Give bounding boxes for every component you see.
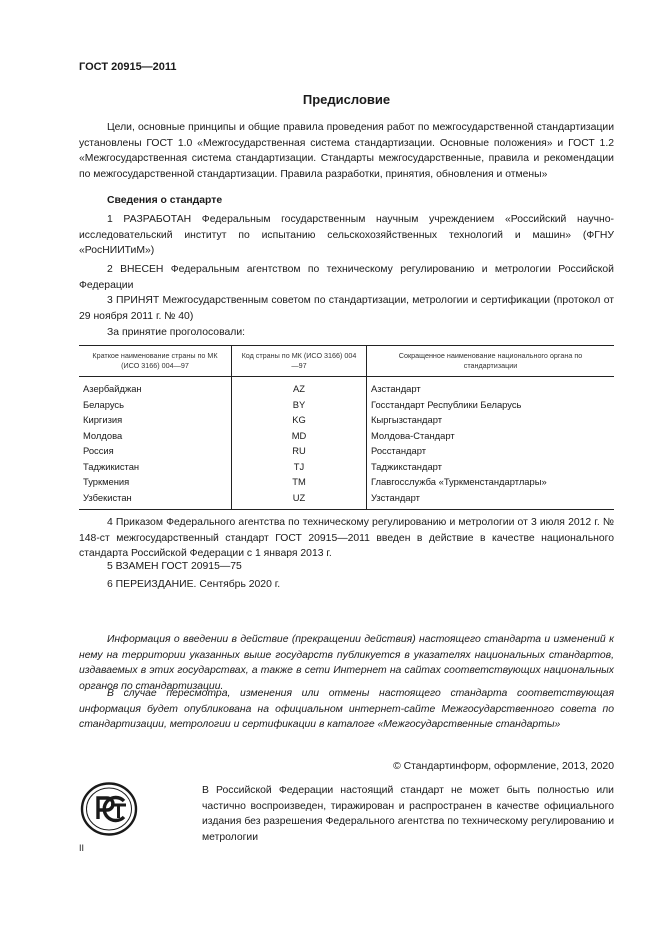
country-code: AZ	[232, 377, 367, 397]
table-row	[79, 443, 614, 459]
country-name: Россия	[83, 445, 114, 457]
item-introduced: 2 ВНЕСЕН Федеральным агентством по техническому регулированию и метрологии Российской Федерации	[79, 264, 614, 291]
country-code: TM	[232, 474, 367, 490]
country-code: TJ	[232, 459, 367, 475]
country-code: KG	[232, 412, 367, 428]
agency-name: Молдова-Стандарт	[367, 428, 615, 444]
country-name: Туркмения	[83, 476, 130, 488]
item-reissue: 6 ПЕРЕИЗДАНИЕ. Сентябрь 2020 г.	[107, 579, 281, 590]
copyright-line: © Стандартинформ, оформление, 2013, 2020	[393, 761, 614, 772]
table-row	[79, 397, 614, 413]
page-title: Предисловие	[302, 92, 391, 107]
agency-name: Госстандарт Республики Беларусь	[367, 397, 615, 413]
info-note: Информация о введении в действие (прекращении действия) настоящего стандарта и изменений к нему на территории указанных выше государств публикуется в указателях национальных стандартов, издаваемых в этих государствах, а также в сети Интернет на сайтах соответствующих национальных органов по стандартизации.	[79, 634, 614, 692]
table-row	[79, 474, 614, 490]
table-row	[79, 428, 614, 444]
agency-name: Таджикстандарт	[367, 459, 615, 475]
country-code: MD	[232, 428, 367, 444]
rst-mark-icon	[80, 781, 138, 837]
country-code: BY	[232, 397, 367, 413]
table-header-agency: Сокращенное наименование национального органа по стандартизации	[367, 346, 615, 377]
table-header-code: Код страны по МК (ИСО 3166) 004—97	[232, 346, 367, 377]
item-adopted: 3 ПРИНЯТ Межгосударственным советом по стандартизации, метрологии и сертификации (протокол от 29 ноября 2011 г. № 40)	[79, 295, 614, 322]
voted-label: За принятие проголосовали:	[107, 327, 246, 338]
country-name: Узбекистан	[79, 490, 232, 510]
country-code: UZ	[232, 490, 367, 510]
agency-name: Росстандарт	[367, 443, 615, 459]
agency-name: Главгосслужба «Туркменстандартлары»	[367, 474, 615, 490]
country-name: Таджикистан	[83, 460, 140, 472]
table-header-country: Краткое наименование страны по МК (ИСО 3166) 004—97	[79, 346, 232, 377]
table-row	[79, 459, 614, 475]
agency-name: Азстандарт	[367, 377, 615, 397]
reproduction-notice: В Российской Федерации настоящий стандарт не может быть полностью или частично воспроизведен, тиражирован и распространен в качестве официального издания без разрешения Федерального агентства по техническому регулированию и метрологии	[202, 785, 614, 843]
document-code: ГОСТ 20915—2011	[79, 61, 177, 73]
agency-name: Кыргызстандарт	[367, 412, 615, 428]
page-number: II	[79, 843, 85, 853]
revision-note: В случае пересмотра, изменения или отмены настоящего стандарта соответствующая информация будет опубликована на официальном интернет-сайте Межгосударственного совета по стандартизации, метрологии и сертификации в каталоге «Межгосударственные стандарты»	[79, 688, 614, 731]
country-name: Молдова	[83, 429, 123, 441]
country-name: Беларусь	[83, 398, 125, 410]
section-heading: Сведения о стандарте	[107, 195, 223, 206]
voting-table	[79, 345, 614, 510]
country-code: RU	[232, 443, 367, 459]
agency-name: Узстандарт	[367, 490, 615, 510]
item-replaces: 5 ВЗАМЕН ГОСТ 20915—75	[107, 561, 242, 572]
country-name: Киргизия	[83, 414, 123, 426]
table-row	[79, 490, 614, 510]
table-row	[79, 412, 614, 428]
intro-paragraph: Цели, основные принципы и общие правила проведения работ по межгосударственной стандартизации установлены ГОСТ 1.0 «Межгосударственная система стандартизации. Основные положения» и ГОСТ 1.2 «Межгосударственная система стандартизации. Стандарты межгосударственные, правила и рекомендации по межгосударственной стандартизации. Правила разработки, принятия, обновления и отмены»	[79, 122, 614, 180]
table-row	[79, 377, 614, 397]
country-name: Азербайджан	[83, 383, 142, 395]
item-order: 4 Приказом Федерального агентства по техническому регулированию и метрологии от 3 июля 2012 г. № 148-ст межгосударственный стандарт ГОСТ 20915—2011 введен в действие в качестве национального стандарта Российской Федерации с 1 января 2013 г.	[79, 517, 614, 560]
item-developed: 1 РАЗРАБОТАН Федеральным государственным научным учреждением «Российский научно-исследовательский институт по испытанию сельскохозяйственных технологий и машин» (ФГНУ «РосНИИТиМ»)	[79, 214, 614, 257]
